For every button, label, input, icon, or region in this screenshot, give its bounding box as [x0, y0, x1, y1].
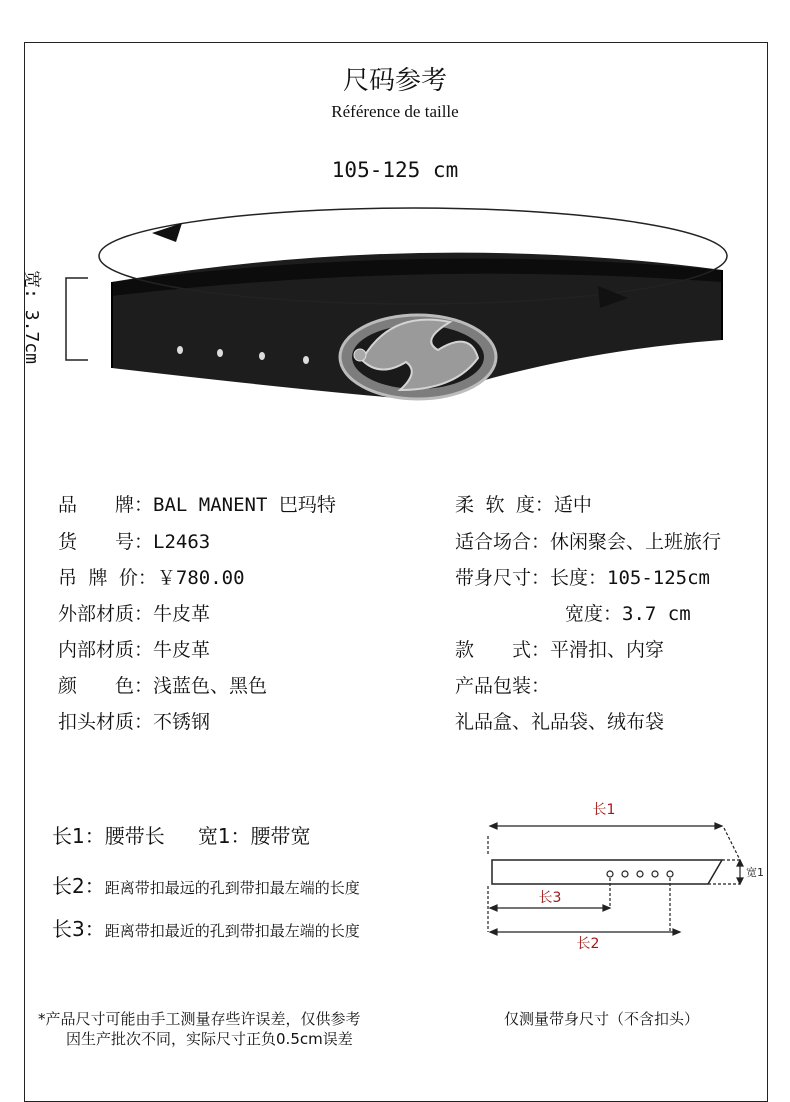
diagram-wid1-label: 宽1 — [746, 866, 764, 879]
legend-line-2: 长2：距离带扣最远的孔到带扣最左端的长度 — [52, 874, 360, 898]
note-measure-only: 仅测量带身尺寸（不含扣头） — [504, 1010, 700, 1028]
buckle-icon — [340, 315, 496, 399]
belt-illustration — [0, 190, 790, 440]
diagram-belt — [492, 860, 722, 884]
spec-belt-width: 宽度：3.7 cm — [565, 603, 691, 625]
page-subtitle: Référence de taille — [331, 102, 459, 121]
spec-belt-size: 带身尺寸：长度：105-125cm — [455, 567, 710, 589]
spec-softness: 柔 软 度：适中 — [455, 494, 592, 516]
spec-style: 款 式：平滑扣、内穿 — [455, 639, 665, 661]
width-bracket — [66, 278, 88, 360]
diagram-len2-label: 长2 — [576, 936, 600, 952]
spec-occasion: 适合场合：休闲聚会、上班旅行 — [455, 531, 722, 553]
legend-line-1 — [52, 820, 311, 849]
page-title: 尺码参考 — [342, 66, 447, 96]
spec-packaging-items: 礼品盒、礼品袋、绒布袋 — [455, 711, 665, 733]
legend-length1: 长1：腰带长 — [52, 824, 165, 848]
spec-packaging: 产品包装： — [455, 675, 551, 697]
spec-item-no: 货 号：L2463 — [58, 531, 211, 553]
legend-line-3: 长3：距离带扣最近的孔到带扣最左端的长度 — [52, 917, 360, 941]
note-disclaimer-2: 因生产批次不同，实际尺寸正负0.5cm误差 — [66, 1030, 353, 1048]
spec-tag-price: 吊 牌 价：￥780.00 — [58, 567, 245, 589]
width-label: 宽: 3.7cm — [21, 270, 42, 364]
spec-color: 颜 色：浅蓝色、黑色 — [58, 675, 268, 697]
note-disclaimer-1: *产品尺寸可能由手工测量存些许误差，仅供参考 — [38, 1010, 361, 1028]
diagram-len3-label: 长3 — [538, 890, 562, 906]
spec-brand: 品 牌：BAL MANENT 巴玛特 — [58, 494, 336, 516]
measurement-diagram — [478, 796, 778, 956]
spec-outer-material: 外部材质：牛皮革 — [58, 603, 211, 625]
spec-inner-material: 内部材质：牛皮革 — [58, 639, 211, 661]
diagram-len1-label: 长1 — [592, 802, 616, 818]
legend-width1: 宽1：腰带宽 — [197, 824, 311, 848]
spec-buckle-material: 扣头材质：不锈钢 — [58, 711, 211, 733]
size-range: 105-125 cm — [331, 158, 459, 182]
